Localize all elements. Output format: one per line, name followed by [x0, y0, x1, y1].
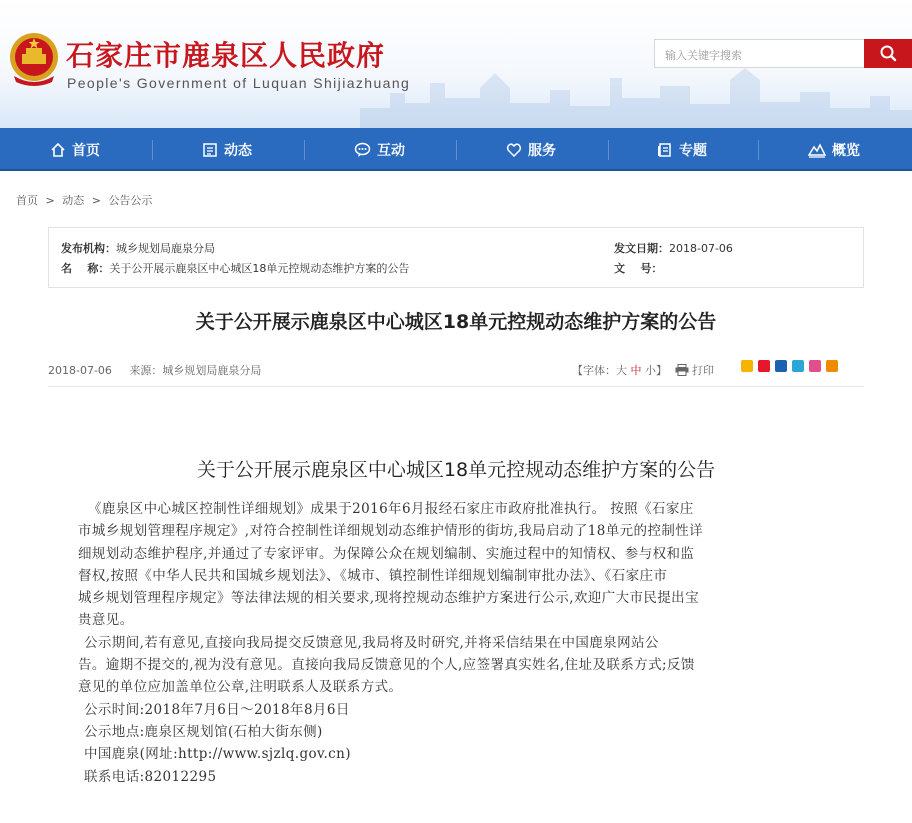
- breadcrumb-notices-link[interactable]: 公告公示: [108, 194, 153, 207]
- body-line: 中国鹿泉(网址:http://www.sjzlq.gov.cn): [84, 746, 351, 763]
- national-emblem-icon: [8, 30, 60, 88]
- body-line: 细规划动态维护程序,并通过了专家评审。为保障公众在规划编制、实施过程中的知情权、参与权和监: [78, 545, 695, 562]
- share-more-icon[interactable]: [826, 360, 838, 372]
- print-button[interactable]: 打印: [692, 364, 714, 377]
- body-line: 公示期间,若有意见,直接向我局提交反馈意见,我局将及时研究,并将采信结果在中国鹿泉网站公: [84, 634, 659, 651]
- publisher-value: 城乡规划局鹿泉分局: [116, 242, 215, 255]
- name-value: 关于公开展示鹿泉区中心城区18单元控规动态维护方案的公告: [109, 262, 410, 275]
- docno-row: [614, 260, 662, 276]
- breadcrumb-home-link[interactable]: 首页: [16, 194, 38, 207]
- publisher-label: 发布机构：: [61, 242, 116, 255]
- share-renren-icon[interactable]: [775, 360, 787, 372]
- site-title: 石家庄市鹿泉区人民政府: [66, 39, 386, 72]
- nav-item-home[interactable]: [50, 128, 100, 171]
- body-line: 督权,按照《中华人民共和国城乡规划法》、《城市、镇控制性详细规划编制审批办法》、《石家庄市: [78, 567, 668, 584]
- body-line: 联系电话:82012295: [84, 768, 217, 785]
- search-button[interactable]: [864, 39, 912, 68]
- docno-label: 文 号：: [614, 262, 663, 275]
- font-small-button[interactable]: 小】: [645, 364, 667, 377]
- nav-item-label: 互动: [377, 142, 405, 159]
- news-icon: [202, 142, 218, 158]
- nav-item-label: 动态: [224, 142, 252, 159]
- body-line: 公示时间:2018年7月6日～2018年8月6日: [84, 701, 350, 718]
- print-icon[interactable]: [675, 364, 689, 376]
- document-title: 关于公开展示鹿泉区中心城区18单元控规动态维护方案的公告: [196, 459, 716, 481]
- home-icon: [50, 142, 66, 158]
- mountain-icon: [808, 142, 826, 158]
- heart-icon: [506, 142, 522, 158]
- nav-item-overview[interactable]: [808, 128, 860, 171]
- nav-item-interact[interactable]: [354, 128, 405, 171]
- body-line: 贵意见。: [78, 612, 134, 629]
- nav-item-label: 专题: [679, 142, 707, 159]
- article-meta: [48, 362, 275, 378]
- font-medium-button[interactable]: 中: [630, 364, 642, 377]
- breadcrumb-separator: >: [91, 194, 101, 207]
- search-icon: [864, 39, 912, 68]
- divider: [48, 386, 864, 387]
- site-subtitle: People's Government of Luquan Shijiazhuang: [67, 75, 411, 91]
- name-row: [61, 260, 409, 276]
- nav-item-label: 首页: [72, 142, 100, 159]
- publisher-row: [61, 240, 215, 256]
- breadcrumb-separator: >: [45, 194, 55, 207]
- date-value: 2018-07-06: [669, 242, 733, 255]
- share-tencent-icon[interactable]: [792, 360, 804, 372]
- body-line: 公示地点:鹿泉区规划馆(石柏大街东侧): [84, 723, 323, 740]
- document-info-box: [48, 227, 864, 288]
- body-line: 城乡规划管理程序规定》等法律法规的相关要求,现将控规动态维护方案进行公示,欢迎广大市民提出宝: [78, 590, 699, 607]
- font-size-label: 【字体：: [572, 364, 616, 377]
- nav-item-news[interactable]: [202, 128, 252, 171]
- nav-divider: [304, 140, 305, 160]
- main-nav: [0, 128, 912, 171]
- nav-item-label: 服务: [528, 142, 556, 159]
- body-line: 《鹿泉区中心城区控制性详细规划》成果于2016年6月报经石家庄市政府批准执行。 按照《石家庄: [88, 501, 694, 517]
- nav-divider: [456, 140, 457, 160]
- city-silhouette-decoration: [360, 68, 912, 128]
- article-tools: [572, 362, 714, 378]
- document-body: [78, 498, 864, 788]
- site-header: [0, 0, 912, 128]
- article-date: 2018-07-06: [48, 364, 112, 377]
- nav-item-topics[interactable]: [657, 128, 707, 171]
- name-label: 名 称：: [61, 262, 110, 275]
- chat-icon: [354, 142, 371, 158]
- breadcrumb-news-link[interactable]: 动态: [62, 194, 85, 207]
- topic-icon: [657, 142, 673, 158]
- article-title: 关于公开展示鹿泉区中心城区18单元控规动态维护方案的公告: [195, 311, 717, 333]
- date-label: 发文日期：: [614, 242, 669, 255]
- date-row: [614, 240, 733, 256]
- body-line: 告。逾期不提交的,视为没有意见。直接向我局反馈意见的个人,应签署真实姓名,住址及联系方式;反馈: [78, 657, 695, 674]
- body-line: 市城乡规划管理程序规定》,对符合控制性详细规划动态维护情形的街坊,我局启动了18单元的控制性详: [78, 523, 704, 540]
- body-line: 意见的单位应加盖单位公章,注明联系人及联系方式。: [78, 679, 403, 696]
- share-friends-icon[interactable]: [809, 360, 821, 372]
- nav-item-service[interactable]: [506, 128, 556, 171]
- share-icons: [741, 360, 843, 372]
- share-weibo-icon[interactable]: [758, 360, 770, 372]
- nav-divider: [758, 140, 759, 160]
- nav-divider: [152, 140, 153, 160]
- font-large-button[interactable]: 大: [616, 364, 627, 377]
- article-source: 来源：城乡规划局鹿泉分局: [129, 364, 262, 377]
- search-input[interactable]: 输入关键字搜索: [654, 39, 866, 68]
- nav-item-label: 概览: [832, 142, 860, 159]
- nav-divider: [608, 140, 609, 160]
- share-qzone-icon[interactable]: [741, 360, 753, 372]
- breadcrumb: [16, 192, 156, 208]
